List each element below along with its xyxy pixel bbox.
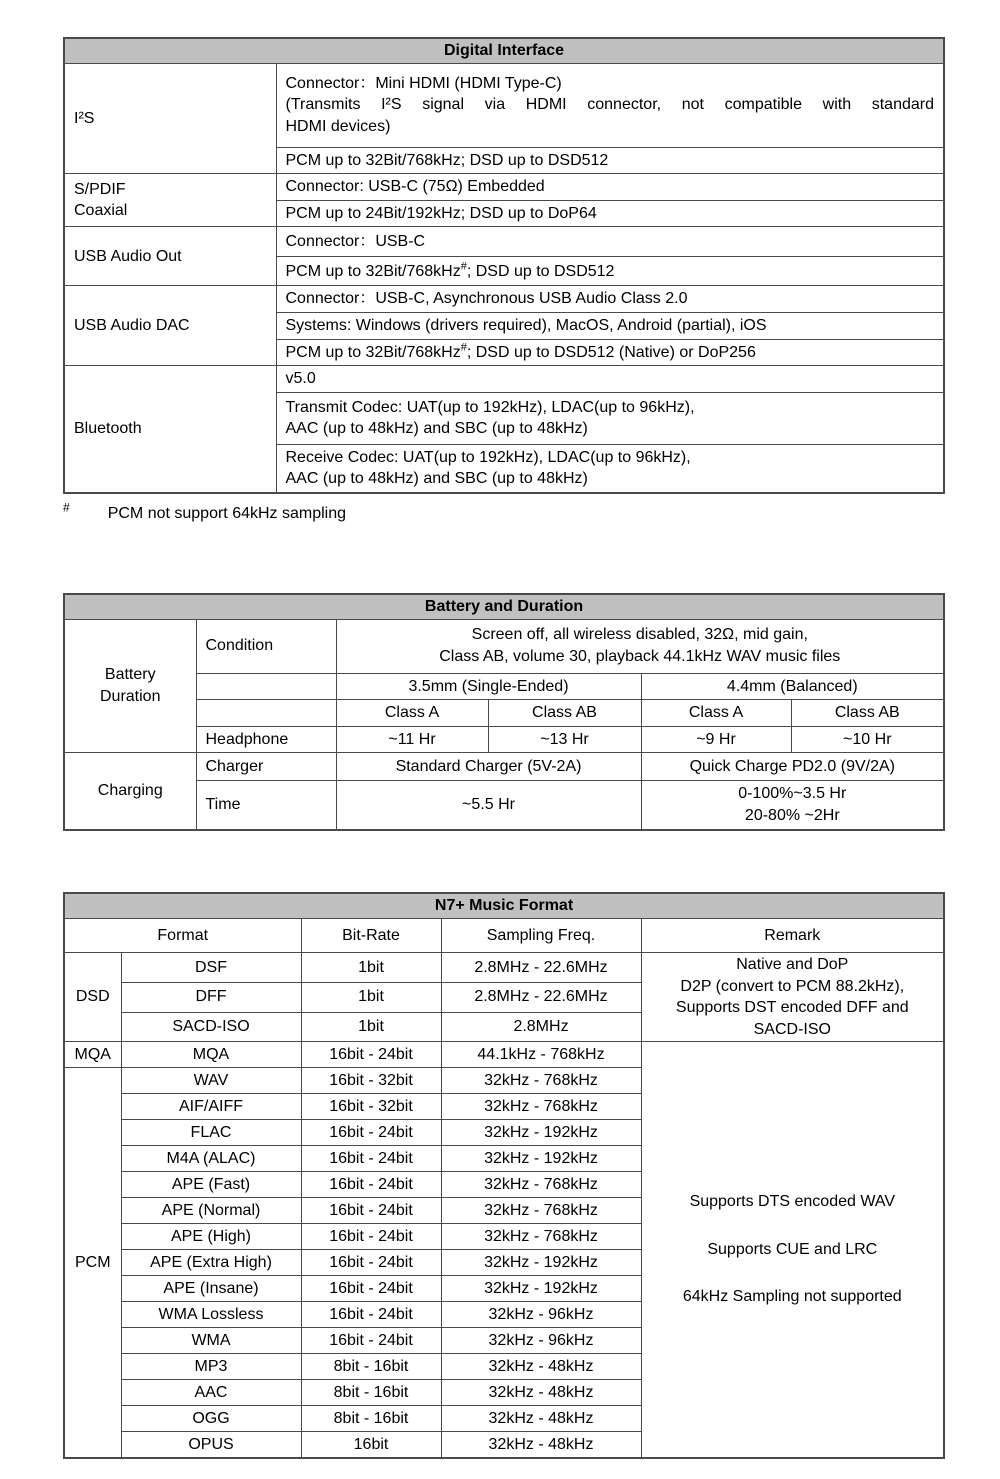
sampling-cell: 32kHz - 192kHz	[441, 1120, 641, 1146]
format-cell: APE (Insane)	[121, 1276, 301, 1302]
charging-label: Charging	[64, 753, 196, 830]
sampling-cell: 32kHz - 768kHz	[441, 1068, 641, 1094]
sampling-cell: 32kHz - 768kHz	[441, 1094, 641, 1120]
empty-cell	[196, 673, 336, 700]
bitrate-cell: 16bit - 24bit	[301, 1224, 441, 1250]
music-format-table	[63, 892, 945, 1459]
sampling-cell: 44.1kHz - 768kHz	[441, 1042, 641, 1068]
footnote-text: PCM not support 64kHz sampling	[107, 504, 347, 522]
bitrate-cell: 16bit - 24bit	[301, 1120, 441, 1146]
time-standard-value: ~5.5 Hr	[336, 781, 641, 830]
format-cell: MQA	[121, 1042, 301, 1068]
headphone-label: Headphone	[196, 726, 336, 753]
usb-dac-pcm-cell: PCM up to 32Bit/768kHz#; DSD up to DSD512 (Native) or DoP256	[276, 339, 944, 366]
battery-title: Battery and Duration	[64, 594, 944, 619]
sampling-cell: 32kHz - 192kHz	[441, 1276, 641, 1302]
bitrate-cell: 16bit - 24bit	[301, 1302, 441, 1328]
bluetooth-transmit-cell: Transmit Codec: UAT(up to 192kHz), LDAC(up to 96kHz), AAC (up to 48kHz) and SBC (up to 48kHz)	[276, 392, 944, 444]
usb-dac-systems-cell: Systems: Windows (drivers required), MacOS, Android (partial), iOS	[276, 312, 944, 339]
format-cell: SACD-ISO	[121, 1012, 301, 1042]
bitrate-cell: 1bit	[301, 1012, 441, 1042]
format-cell: OGG	[121, 1406, 301, 1432]
format-cell: AAC	[121, 1380, 301, 1406]
class-header: Class AB	[488, 700, 641, 727]
bitrate-cell: 16bit - 24bit	[301, 1172, 441, 1198]
bitrate-cell: 8bit - 16bit	[301, 1380, 441, 1406]
format-cell: FLAC	[121, 1120, 301, 1146]
sampling-cell: 32kHz - 96kHz	[441, 1302, 641, 1328]
format-cell: M4A (ALAC)	[121, 1146, 301, 1172]
format-cell: WAV	[121, 1068, 301, 1094]
sampling-cell: 2.8MHz - 22.6MHz	[441, 953, 641, 983]
dsd-remark-cell: Native and DoP D2P (convert to PCM 88.2kHz), Supports DST encoded DFF and SACD-ISO	[641, 953, 944, 1042]
charger-quick-value: Quick Charge PD2.0 (9V/2A)	[641, 753, 944, 781]
bitrate-cell: 16bit - 32bit	[301, 1094, 441, 1120]
balanced-header: 4.4mm (Balanced)	[641, 673, 944, 700]
bitrate-cell: 16bit - 32bit	[301, 1068, 441, 1094]
spdif-label: S/PDIF Coaxial	[64, 174, 276, 227]
format-cell: APE (Fast)	[121, 1172, 301, 1198]
sampling-cell: 32kHz - 768kHz	[441, 1198, 641, 1224]
bitrate-cell: 16bit - 24bit	[301, 1328, 441, 1354]
sampling-cell: 32kHz - 768kHz	[441, 1224, 641, 1250]
format-cell: WMA Lossless	[121, 1302, 301, 1328]
usb-audio-dac-label: USB Audio DAC	[64, 286, 276, 366]
footnote-marker: #	[63, 500, 70, 515]
footnote	[63, 500, 943, 527]
bluetooth-label: Bluetooth	[64, 366, 276, 493]
remark-column-header: Remark	[641, 919, 944, 953]
class-header: Class A	[336, 700, 488, 727]
bitrate-cell: 16bit	[301, 1432, 441, 1458]
format-cell: DSF	[121, 953, 301, 983]
table-row	[64, 1042, 944, 1068]
bluetooth-version-cell: v5.0	[276, 366, 944, 393]
sampling-cell: 32kHz - 192kHz	[441, 1146, 641, 1172]
pcm-remark-cell: Supports DTS encoded WAV Supports CUE and LRC 64kHz Sampling not supported	[641, 1042, 944, 1458]
bitrate-cell: 16bit - 24bit	[301, 1198, 441, 1224]
digital-interface-title: Digital Interface	[64, 38, 944, 63]
spdif-pcm-cell: PCM up to 24Bit/192kHz; DSD up to DoP64	[276, 200, 944, 227]
i2s-note-line1: (Transmits I²S signal via HDMI connector, not compatible with standard	[285, 96, 934, 114]
usb-dac-connector-cell: Connector：USB-C, Asynchronous USB Audio Class 2.0	[276, 286, 944, 313]
format-cell: WMA	[121, 1328, 301, 1354]
condition-label: Condition	[196, 619, 336, 673]
bitrate-cell: 16bit - 24bit	[301, 1146, 441, 1172]
sampling-cell: 32kHz - 768kHz	[441, 1172, 641, 1198]
dsd-group-label: DSD	[64, 953, 121, 1042]
footnote-ref: #	[460, 260, 467, 273]
charger-standard-value: Standard Charger (5V-2A)	[336, 753, 641, 781]
format-cell: APE (Extra High)	[121, 1250, 301, 1276]
bitrate-cell: 16bit - 24bit	[301, 1042, 441, 1068]
table-row	[64, 953, 944, 983]
headphone-value: ~10 Hr	[791, 726, 944, 753]
sampling-cell: 32kHz - 48kHz	[441, 1354, 641, 1380]
footnote-ref: #	[460, 341, 467, 354]
i2s-connector-cell	[276, 63, 944, 147]
format-cell: MP3	[121, 1354, 301, 1380]
format-column-header: Format	[64, 919, 301, 953]
format-cell: OPUS	[121, 1432, 301, 1458]
bitrate-cell: 1bit	[301, 982, 441, 1012]
bitrate-column-header: Bit-Rate	[301, 919, 441, 953]
usb-audio-out-label: USB Audio Out	[64, 227, 276, 286]
format-cell: APE (High)	[121, 1224, 301, 1250]
sampling-cell: 32kHz - 48kHz	[441, 1380, 641, 1406]
battery-duration-label: Battery Duration	[64, 619, 196, 753]
headphone-value: ~11 Hr	[336, 726, 488, 753]
sampling-cell: 32kHz - 48kHz	[441, 1432, 641, 1458]
spdif-connector-cell: Connector: USB-C (75Ω) Embedded	[276, 174, 944, 201]
format-cell: DFF	[121, 982, 301, 1012]
time-label: Time	[196, 781, 336, 830]
battery-duration-table	[63, 593, 945, 831]
i2s-pcm-cell: PCM up to 32Bit/768kHz; DSD up to DSD512	[276, 147, 944, 174]
digital-interface-table	[63, 37, 945, 494]
class-header: Class A	[641, 700, 791, 727]
sampling-cell: 32kHz - 96kHz	[441, 1328, 641, 1354]
mqa-group-label: MQA	[64, 1042, 121, 1068]
bitrate-cell: 8bit - 16bit	[301, 1354, 441, 1380]
bluetooth-receive-cell: Receive Codec: UAT(up to 192kHz), LDAC(up to 96kHz), AAC (up to 48kHz) and SBC (up to 48kHz)	[276, 444, 944, 493]
headphone-value: ~9 Hr	[641, 726, 791, 753]
i2s-connector-line: Connector：Mini HDMI (HDMI Type-C)	[285, 74, 562, 92]
music-format-title: N7+ Music Format	[64, 893, 944, 919]
bitrate-cell: 16bit - 24bit	[301, 1250, 441, 1276]
format-cell: APE (Normal)	[121, 1198, 301, 1224]
usb-out-connector-cell: Connector：USB-C	[276, 227, 944, 257]
empty-cell	[196, 700, 336, 727]
charger-label: Charger	[196, 753, 336, 781]
class-header: Class AB	[791, 700, 944, 727]
condition-value: Screen off, all wireless disabled, 32Ω, mid gain, Class AB, volume 30, playback 44.1kHz WAV music files	[336, 619, 944, 673]
time-quick-value: 0-100%~3.5 Hr 20-80% ~2Hr	[641, 781, 944, 830]
bitrate-cell: 1bit	[301, 953, 441, 983]
format-cell: AIF/AIFF	[121, 1094, 301, 1120]
sampling-cell: 2.8MHz	[441, 1012, 641, 1042]
bitrate-cell: 8bit - 16bit	[301, 1406, 441, 1432]
sampling-cell: 2.8MHz - 22.6MHz	[441, 982, 641, 1012]
single-ended-header: 3.5mm (Single-Ended)	[336, 673, 641, 700]
usb-out-pcm-cell: PCM up to 32Bit/768kHz#; DSD up to DSD512	[276, 257, 944, 286]
headphone-value: ~13 Hr	[488, 726, 641, 753]
sampling-cell: 32kHz - 48kHz	[441, 1406, 641, 1432]
pcm-group-label: PCM	[64, 1068, 121, 1458]
sampling-column-header: Sampling Freq.	[441, 919, 641, 953]
i2s-note-line2: HDMI devices)	[285, 117, 391, 135]
bitrate-cell: 16bit - 24bit	[301, 1276, 441, 1302]
sampling-cell: 32kHz - 192kHz	[441, 1250, 641, 1276]
i2s-label: I²S	[64, 63, 276, 174]
